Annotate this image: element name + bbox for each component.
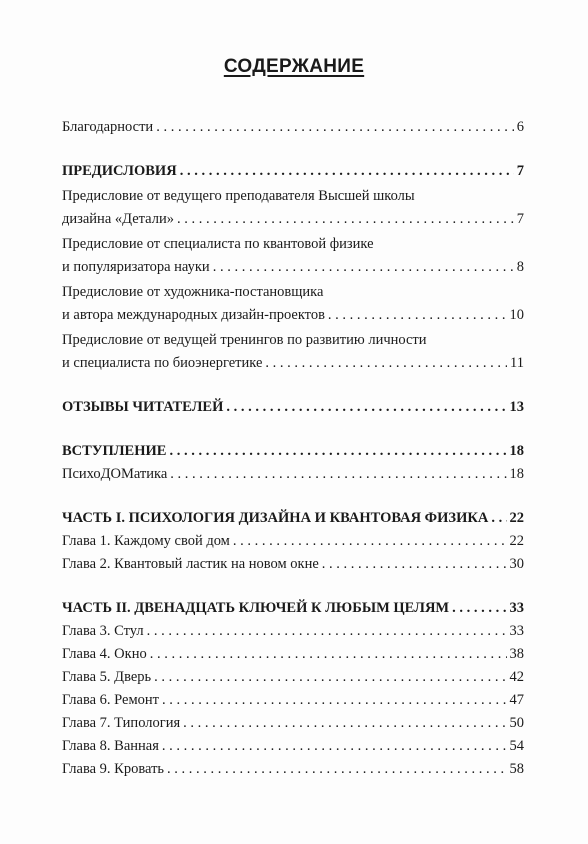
toc-entry-introduction[interactable] [62,440,524,463]
dot-leader [169,440,506,463]
toc-entry-title-line2: дизайна «Детали» [62,211,174,227]
toc-page-number: 8 [516,259,524,275]
toc-entry-title: ПсихоДОМатика [62,466,168,482]
toc-entry-title-line2: и автора международных дизайн-проектов [62,307,325,323]
dot-leader [226,396,506,419]
toc-page-number: 18 [509,443,524,459]
toc-entry-title: ВСТУПЛЕНИЕ [62,443,167,459]
toc-entry-preface-physicist[interactable] [62,233,524,279]
toc-entry-part-2[interactable] [62,597,524,620]
toc-page-number: 33 [509,600,524,616]
dot-leader [154,666,506,689]
toc-entry-title: Глава 8. Ванная [62,738,159,754]
toc-page-number: 33 [509,623,524,639]
toc-entry-psychodomatics[interactable] [62,463,524,486]
dot-leader [328,304,507,327]
toc-page-number: 11 [510,355,524,371]
toc-page-number: 47 [509,692,524,708]
toc-entry-chapter-1[interactable] [62,530,524,553]
dot-leader [167,758,506,781]
dot-leader [147,620,507,643]
toc-entry-chapter-2[interactable] [62,553,524,576]
toc-page-number: 42 [509,669,524,685]
dot-leader [180,160,514,183]
toc-page-number: 58 [509,761,524,777]
toc-entry-title-line1: Предисловие от художника-постановщика [62,284,324,300]
dot-leader [452,597,506,620]
toc-entry-title-line1: Предисловие от ведущего преподавателя Высшей школы [62,188,415,204]
toc-entry-title: Глава 6. Ремонт [62,692,160,708]
toc-entry-title: ЧАСТЬ I. ПСИХОЛОГИЯ ДИЗАЙНА И КВАНТОВАЯ ФИЗИКА [62,510,489,526]
toc-page-number: 13 [509,399,524,415]
toc-entry-part-1[interactable] [62,507,524,530]
toc-entry-title: Глава 7. Типология [62,715,181,731]
toc-entry-title: Глава 3. Стул [62,623,144,639]
dot-leader [150,643,507,666]
toc-entry-title: ЧАСТЬ II. ДВЕНАДЦАТЬ КЛЮЧЕЙ К ЛЮБЫМ ЦЕЛЯМ [62,600,450,616]
toc-entry-title: ПРЕДИСЛОВИЯ [62,163,177,179]
toc-entry-reviews[interactable] [62,396,524,419]
toc-entry-prefaces[interactable] [62,160,524,183]
toc-page-number: 30 [509,556,524,572]
toc-entry-title: Благодарности [62,119,154,135]
page-title: СОДЕРЖАНИЕ [223,56,365,77]
toc-entry-title-line2: и популяризатора науки [62,259,210,275]
dot-leader [170,463,506,486]
dot-leader [213,256,514,279]
toc-entry-preface-trainer[interactable] [62,329,524,375]
toc-page-number: 10 [509,307,524,323]
toc-entry-title: Глава 5. Дверь [62,669,152,685]
table-of-contents [62,116,524,781]
dot-leader [162,735,507,758]
toc-entry-chapter-9[interactable] [62,758,524,781]
toc-entry-title-line2: и специалиста по биоэнергетике [62,355,263,371]
toc-entry-title-line1: Предисловие от ведущей тренингов по развитию личности [62,332,427,348]
dot-leader [233,530,507,553]
toc-entry-chapter-5[interactable] [62,666,524,689]
toc-page-number: 22 [509,510,524,526]
toc-entry-chapter-4[interactable] [62,643,524,666]
toc-page-number: 38 [509,646,524,662]
toc-page-number: 18 [509,466,524,482]
toc-page-number: 22 [509,533,524,549]
toc-entry-title: Глава 2. Квантовый ластик на новом окне [62,556,319,572]
toc-page-number: 7 [516,211,524,227]
toc-page-number: 50 [509,715,524,731]
toc-entry-chapter-8[interactable] [62,735,524,758]
toc-entry-title: ОТЗЫВЫ ЧИТАТЕЛЕЙ [62,399,224,415]
toc-entry-title: Глава 4. Окно [62,646,147,662]
toc-entry-title: Глава 9. Кровать [62,761,165,777]
toc-entry-acknowledgements[interactable] [62,116,524,139]
toc-entry-preface-teacher[interactable] [62,185,524,231]
dot-leader [156,116,514,139]
toc-page-number: 7 [516,163,524,179]
toc-entry-title-line1: Предисловие от специалиста по квантовой физике [62,236,374,252]
dot-leader [177,208,514,231]
dot-leader [322,553,507,576]
toc-page-number: 6 [516,119,524,135]
dot-leader [265,352,507,375]
dot-leader [491,507,506,530]
toc-entry-title: Глава 1. Каждому свой дом [62,533,230,549]
toc-entry-chapter-3[interactable] [62,620,524,643]
toc-entry-preface-artist[interactable] [62,281,524,327]
dot-leader [162,689,506,712]
toc-page-number: 54 [509,738,524,754]
dot-leader [183,712,506,735]
toc-entry-chapter-7[interactable] [62,712,524,735]
toc-entry-chapter-6[interactable] [62,689,524,712]
